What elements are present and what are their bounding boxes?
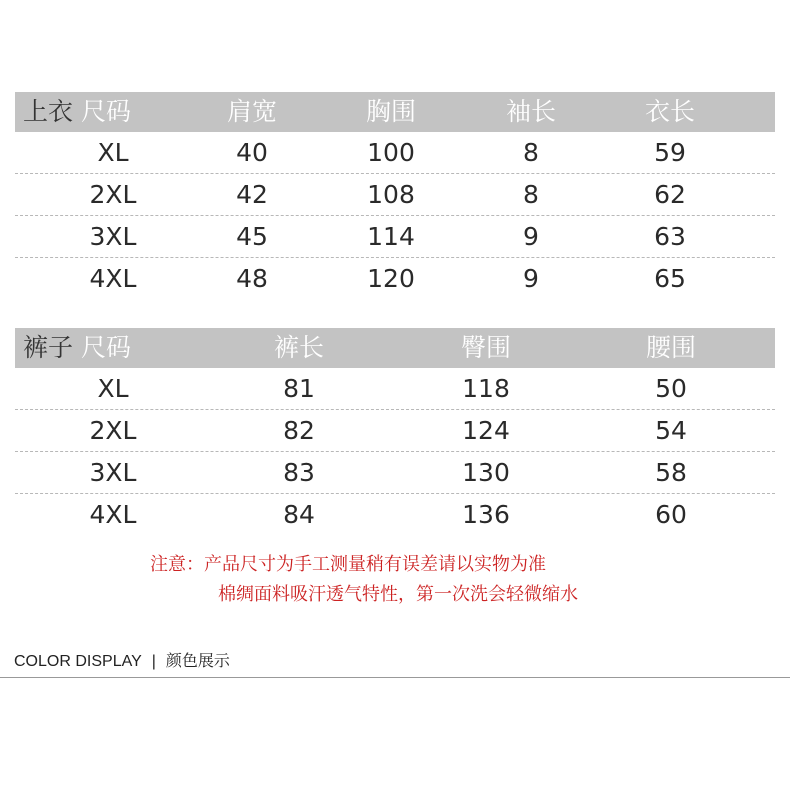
value-cell: 120 (367, 264, 415, 293)
top-col-header: 衣长 (644, 97, 696, 126)
value-cell: 9 (523, 222, 539, 251)
value-cell: 62 (654, 180, 686, 209)
value-cell: 136 (462, 500, 510, 529)
table-row (15, 174, 775, 216)
table-row (15, 452, 775, 494)
top-col-header: 胸围 (365, 97, 417, 126)
value-cell: 114 (367, 222, 415, 251)
value-cell: 42 (236, 180, 268, 209)
size-cell: 4XL (89, 500, 137, 529)
value-cell: 45 (236, 222, 268, 251)
value-cell: 82 (283, 416, 315, 445)
value-cell: 8 (523, 180, 539, 209)
pants-col-header: 臀围 (460, 333, 512, 362)
value-cell: 59 (654, 138, 686, 167)
note-line-1: 注意：产品尺寸为手工测量稍有误差请以实物为准 (150, 554, 546, 575)
size-cell: 2XL (89, 180, 137, 209)
size-cell: 3XL (89, 222, 137, 251)
value-cell: 84 (283, 500, 315, 529)
pants-table-title-main: 裤子 (23, 333, 74, 362)
value-cell: 50 (655, 374, 687, 403)
pants-table-header (15, 328, 775, 368)
value-cell: 81 (283, 374, 315, 403)
top-table-title-main: 上衣 (23, 97, 74, 126)
note-line-2: 棉绸面料吸汗透气特性，第一次洗会轻微缩水 (218, 584, 578, 605)
table-row (15, 132, 775, 174)
table-row (15, 410, 775, 452)
value-cell: 65 (654, 264, 686, 293)
pants-table-title-sub: 尺码 (81, 333, 132, 362)
color-display-heading (14, 648, 230, 671)
divider-line (0, 677, 790, 678)
pants-table-title (23, 328, 131, 368)
top-table-title (23, 92, 131, 132)
value-cell: 124 (462, 416, 510, 445)
table-row (15, 216, 775, 258)
value-cell: 8 (523, 138, 539, 167)
value-cell: 54 (655, 416, 687, 445)
value-cell: 48 (236, 264, 268, 293)
pants-size-table (15, 328, 775, 535)
value-cell: 60 (655, 500, 687, 529)
value-cell: 118 (462, 374, 510, 403)
color-display-label-en: COLOR DISPLAY (14, 653, 142, 670)
color-display-label-cn: 颜色展示 (165, 653, 230, 670)
value-cell: 130 (462, 458, 510, 487)
top-col-header: 袖长 (505, 97, 557, 126)
pants-col-header: 裤长 (273, 333, 325, 362)
measurement-note (150, 550, 578, 610)
value-cell: 83 (283, 458, 315, 487)
top-col-header: 肩宽 (226, 97, 278, 126)
table-row (15, 368, 775, 410)
top-table-header (15, 92, 775, 132)
heading-separator: | (151, 653, 156, 670)
table-row (15, 494, 775, 535)
value-cell: 40 (236, 138, 268, 167)
value-cell: 63 (654, 222, 686, 251)
value-cell: 108 (367, 180, 415, 209)
top-size-table (15, 92, 775, 299)
table-row (15, 258, 775, 299)
pants-col-header: 腰围 (645, 333, 697, 362)
size-cell: 4XL (89, 264, 137, 293)
value-cell: 9 (523, 264, 539, 293)
size-cell: 3XL (89, 458, 137, 487)
top-table-title-sub: 尺码 (81, 97, 132, 126)
size-cell: XL (97, 374, 129, 403)
value-cell: 100 (367, 138, 415, 167)
size-cell: 2XL (89, 416, 137, 445)
value-cell: 58 (655, 458, 687, 487)
size-cell: XL (97, 138, 129, 167)
